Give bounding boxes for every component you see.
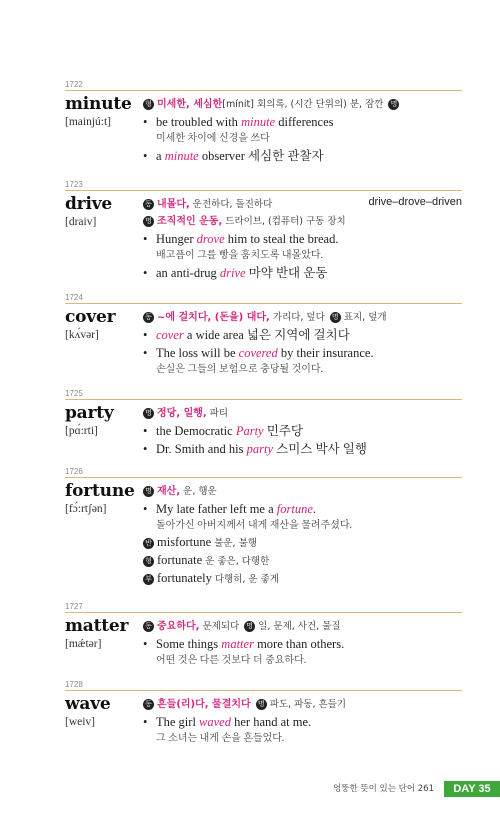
translation: 그 소녀는 내게 손을 흔들었다. xyxy=(156,733,285,744)
entry-divider xyxy=(65,303,462,304)
definition-line xyxy=(143,213,462,230)
key-meaning: 조직적인 운동, xyxy=(157,216,223,227)
example-text: 민주당 xyxy=(263,424,303,438)
headword: party xyxy=(65,403,114,423)
key-meaning: 중요하다, xyxy=(157,621,200,632)
other-meanings: 문제되다 xyxy=(199,621,240,632)
headword: cover xyxy=(65,307,116,327)
derived-word: misfortune xyxy=(157,535,212,549)
other-meanings: 드라이브, (컴퓨터) 구동 장치 xyxy=(222,216,346,227)
other-meanings: 운, 행운 xyxy=(180,486,217,497)
example-text: 마약 반대 운동 xyxy=(245,266,328,280)
bullet: • xyxy=(143,232,148,246)
definitions xyxy=(143,618,462,669)
other-meanings: 가리다, 덮다 xyxy=(269,312,325,323)
other-meanings: 표지, 덮개 xyxy=(343,312,387,323)
definitions xyxy=(143,696,462,747)
pronunciation: [mǽtər] xyxy=(65,638,102,650)
key-meaning: ~에 걸치다, (돈을) 대다, xyxy=(157,312,270,323)
bullet: • xyxy=(143,637,148,651)
example-sentence xyxy=(143,422,462,440)
example-text: by their insurance. xyxy=(277,346,374,360)
other-meanings: 다행히, 운 좋게 xyxy=(211,574,279,585)
definition-line xyxy=(143,483,462,500)
example-text: a xyxy=(156,149,165,163)
definitions xyxy=(143,483,462,588)
example-sentence xyxy=(143,326,462,344)
key-meaning: 내몰다, xyxy=(157,199,190,210)
definitions xyxy=(143,405,462,458)
pronunciation: [draiv] xyxy=(65,216,97,228)
bullet: • xyxy=(143,502,148,516)
derived-word: fortunate xyxy=(157,553,203,567)
pronunciation: [fɔ́:rtʃən] xyxy=(65,503,107,515)
example-text: Hunger xyxy=(156,232,197,246)
definitions xyxy=(143,96,462,165)
definition-line xyxy=(143,405,462,422)
bullet: • xyxy=(143,715,148,729)
entry-number: 1724 xyxy=(65,293,83,302)
page-footer xyxy=(0,781,500,795)
highlighted-word: drove xyxy=(196,232,225,246)
definitions xyxy=(143,196,462,282)
other-meanings: 파도, 파동, 흔들기 xyxy=(269,699,347,710)
example-text: a wide area 넓은 지역에 걸치다 xyxy=(183,328,350,342)
entry-divider xyxy=(65,612,462,613)
headword: fortune xyxy=(65,481,135,501)
part-of-speech-badge: 형 xyxy=(143,556,154,567)
pronunciation: [pɑ́:rti] xyxy=(65,425,98,437)
highlighted-word: cover xyxy=(156,328,184,342)
example-text: The girl xyxy=(156,715,200,729)
highlighted-word: covered xyxy=(238,346,278,360)
part-of-speech-badge: 부 xyxy=(143,574,154,585)
part-of-speech-badge: 동 xyxy=(143,199,154,210)
example-text: be troubled with xyxy=(156,115,242,129)
part-of-speech-badge: 명 xyxy=(244,621,255,632)
example-text: more than others. xyxy=(253,637,345,651)
example-sentence xyxy=(143,344,462,362)
example-sentence xyxy=(143,230,462,248)
entry-number: 1725 xyxy=(65,389,83,398)
example-text: an anti-drug xyxy=(156,266,220,280)
entry-divider xyxy=(65,190,462,191)
entry-number: 1728 xyxy=(65,680,83,689)
example-sentence xyxy=(143,500,462,518)
translation: 돌아가신 아버지께서 내게 재산을 물려주셨다. xyxy=(156,520,353,531)
example-text: Dr. Smith and his xyxy=(156,442,247,456)
bullet: • xyxy=(143,115,148,129)
entry-number: 1722 xyxy=(65,80,83,89)
highlighted-word: waved xyxy=(199,715,231,729)
highlighted-word: minute xyxy=(241,115,276,129)
highlighted-word: matter xyxy=(221,637,254,651)
other-meanings: 불운, 불행 xyxy=(211,538,257,549)
headword: minute xyxy=(65,94,132,114)
example-sentence xyxy=(143,635,462,653)
example-sentence xyxy=(143,440,462,458)
pronunciation: [weiv] xyxy=(65,716,96,728)
key-meaning: 미세한, 세심한 xyxy=(157,99,223,110)
example-text: him to steal the bread. xyxy=(224,232,339,246)
definition-line xyxy=(143,552,462,570)
pronunciation: [kʌ́vər] xyxy=(65,329,99,341)
entry-divider xyxy=(65,477,462,478)
bullet: • xyxy=(143,346,148,360)
definition-line xyxy=(143,309,462,326)
example-text: My late father left me a xyxy=(156,502,277,516)
other-meanings: 운전하다, 돌진하다 xyxy=(189,199,273,210)
key-meaning: 재산, xyxy=(157,486,181,497)
example-sentence xyxy=(143,264,462,282)
part-of-speech-badge: 동 xyxy=(143,312,154,323)
definition-line xyxy=(143,696,462,713)
part-of-speech-badge: 명 xyxy=(143,486,154,497)
example-text: 스미스 박사 일행 xyxy=(273,442,367,456)
example-text: . xyxy=(312,502,317,516)
part-of-speech-badge: 명 xyxy=(256,699,267,710)
part-of-speech-badge: 명 xyxy=(330,312,341,323)
bullet: • xyxy=(143,328,148,342)
example-sentence xyxy=(143,713,462,731)
key-meaning: 흔들(리)다, 물결치다 xyxy=(157,699,251,710)
bullet: • xyxy=(143,442,148,456)
other-meanings: [mínit] 회의록, (시간 단위의) 분, 잠깐 xyxy=(222,99,384,110)
day-badge: DAY 35 xyxy=(444,781,500,797)
highlighted-word: fortune xyxy=(276,502,313,516)
entry-number: 1727 xyxy=(65,602,83,611)
definition-line xyxy=(143,534,462,552)
example-text: The loss will be xyxy=(156,346,239,360)
highlighted-word: Party xyxy=(235,424,264,438)
pronunciation: [mainjú:t] xyxy=(65,116,111,128)
part-of-speech-badge: 명 xyxy=(143,216,154,227)
definition-line xyxy=(143,618,462,635)
bullet: • xyxy=(143,149,148,163)
entry-number: 1726 xyxy=(65,467,83,476)
other-meanings: 일, 문제, 사건, 물질 xyxy=(258,621,341,632)
example-text: differences xyxy=(275,115,334,129)
part-of-speech-badge: 반 xyxy=(143,538,154,549)
part-of-speech-badge: 명 xyxy=(388,99,399,110)
highlighted-word: party xyxy=(246,442,274,456)
other-meanings: 운 좋은, 다행한 xyxy=(202,556,270,567)
translation: 미세한 차이에 신경을 쓰다 xyxy=(156,133,270,144)
derived-word: fortunately xyxy=(157,571,212,585)
part-of-speech-badge: 명 xyxy=(143,408,154,419)
entry-divider xyxy=(65,690,462,691)
entry-divider xyxy=(65,90,462,91)
example-text: the Democratic xyxy=(156,424,236,438)
example-sentence xyxy=(143,147,462,165)
part-of-speech-badge: 동 xyxy=(143,699,154,710)
definition-line xyxy=(143,96,462,113)
translation: 배고픔이 그를 빵을 훔치도록 내몰았다. xyxy=(156,250,324,261)
example-sentence xyxy=(143,113,462,131)
definitions xyxy=(143,309,462,378)
highlighted-word: minute xyxy=(164,149,199,163)
key-meaning: 정당, 일행, xyxy=(157,408,207,419)
part-of-speech-badge: 동 xyxy=(143,621,154,632)
entry-number: 1723 xyxy=(65,180,83,189)
footer-section-title: 엉뚱한 뜻이 있는 단어 261 xyxy=(333,784,434,794)
headword: matter xyxy=(65,616,129,636)
entry-divider xyxy=(65,399,462,400)
part-of-speech-badge: 형 xyxy=(143,99,154,110)
translation: 손실은 그들의 보험으로 충당될 것이다. xyxy=(156,364,324,375)
verb-forms: drive–drove–driven xyxy=(368,196,462,208)
bullet: • xyxy=(143,424,148,438)
definition-line xyxy=(143,570,462,588)
other-meanings: 파티 xyxy=(206,408,229,419)
example-text: Some things xyxy=(156,637,222,651)
headword: drive xyxy=(65,194,112,214)
example-text: observer 세심한 관찰자 xyxy=(198,149,324,163)
translation: 어떤 것은 다른 것보다 더 중요하다. xyxy=(156,655,307,666)
bullet: • xyxy=(143,266,148,280)
example-text: her hand at me. xyxy=(230,715,312,729)
highlighted-word: drive xyxy=(219,266,246,280)
headword: wave xyxy=(65,694,111,714)
